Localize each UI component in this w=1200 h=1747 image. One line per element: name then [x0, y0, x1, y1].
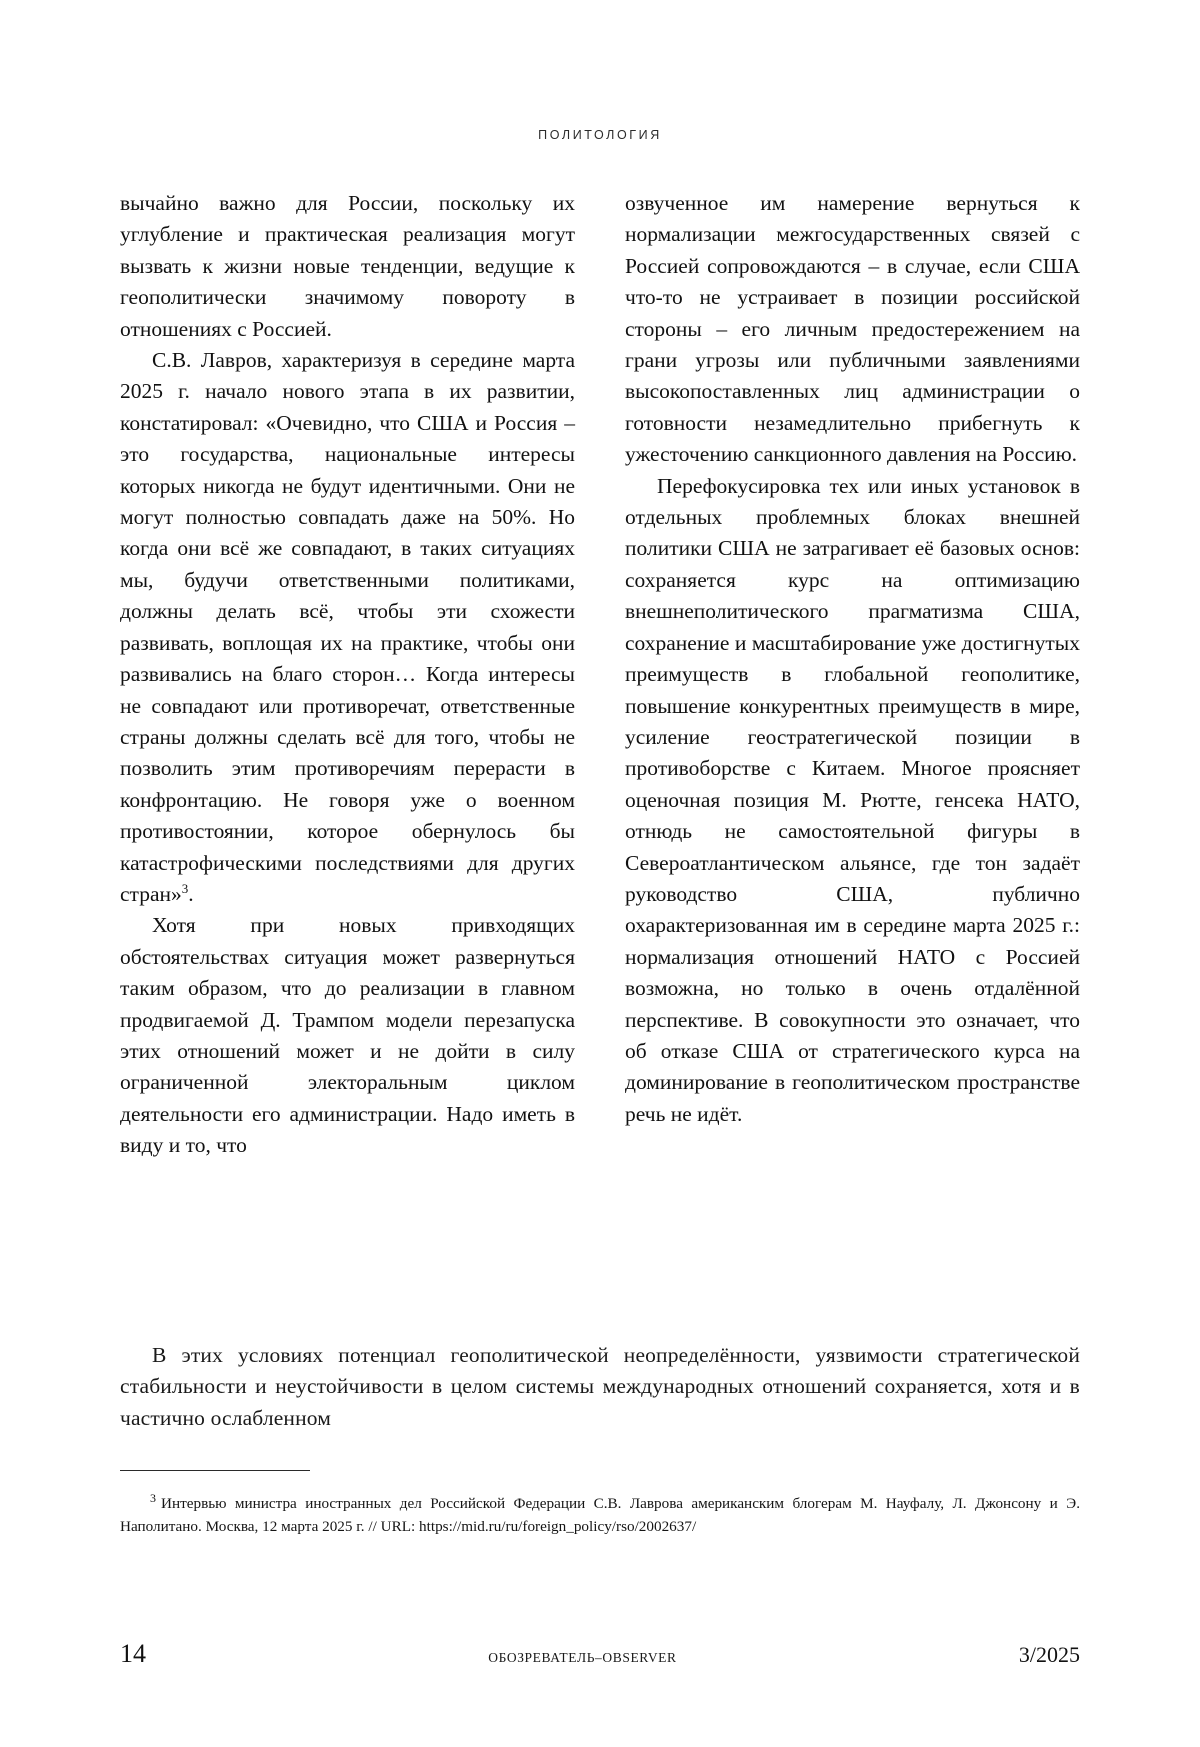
paragraph-refocusing: Перефокусировка тех или иных установок в отдельных проблемных блоках внешней политики США не затрагивает её базовых основ: сохраняется курс на оптимизацию внешнеполитического прагматизма США, сохранение и масштабирование уже достигнутых преимуществ в глобальной геополитике, повышение конкурентных преимуществ в мире, усиление геостратегической позиции в противоборстве с Китаем. Многое проясняет оценочная позиция М. Рютте, генсека НАТО, отнюдь не самостоятельной фигуры в Североатлантическом альянсе, где тон задаёт руководство США, публично охарактеризованная им в середине марта 2025 г.: нормализация отношений НАТО с Россией возможна, но только в очень отдалённой перспективе. В совокупности это означает, что об отказе США от стратегического курса на доминирование в геополитическом пространстве речь не идёт.: [625, 473, 1080, 1126]
paragraph-tail: .: [188, 881, 194, 906]
full-width-paragraph-block: [120, 1340, 1080, 1434]
paragraph-lavrov-quote: [120, 345, 575, 910]
issue-number: 3/2025: [1018, 1642, 1080, 1667]
page-number: 14: [120, 1639, 146, 1668]
paragraph-text: С.В. Лавров, характеризуя в середине марта 2025 г. начало нового этапа в их развитии, констатировал: «Очевидно, что США и Россия – это государства, национальные интересы которых никогда не будут идентичными. Они не могут полностью совпадать даже на 50%. Но когда они всё же совпадают, в таких ситуациях мы, будучи ответственными политиками, должны делать всё, чтобы эти схожести развивать, воплощая их на практике, чтобы они развивались на благо сторон… Когда интересы не совпадают или противоречат, ответственные страны должны сделать всё для того, чтобы не позволить этим противоречиям перерасти в конфронтацию. Не говоря уже о военном противостоянии, которое обернулось бы катастрофическими последствиями для других стран»: [120, 348, 575, 906]
paragraph-normalization: озвученное им намерение вернуться к нормализации межгосударственных связей с Россией сопровождаются – в случае, если США что-то не устраивает в позиции российской стороны – его личным предостережением на грани угрозы или публичными заявлениями высокопоставленных лиц администрации о готовности незамедлительно прибегнуть к ужесточению санкционного давления на Россию.: [625, 191, 1080, 467]
paragraph-continuation: вычайно важно для России, поскольку их углубление и практическая реализация могут вызвать к жизни новые тенденции, ведущие к геополитически значимому повороту в отношениях с Россией.: [120, 191, 575, 341]
footnote-reference[interactable]: 3: [181, 880, 189, 896]
two-column-text-body: [120, 188, 1080, 1162]
footnote-entry: [120, 1487, 1080, 1538]
footnote-area: [120, 1470, 1080, 1538]
journal-name: ОБОЗРЕВАТЕЛЬ–OBSERVER: [488, 1650, 677, 1665]
right-column: [625, 188, 1080, 1162]
footnote-number: 3: [150, 1491, 156, 1505]
paragraph-trump-model: Хотя при новых привходящих обстоятельствах ситуация может развернуться таким образом, что до реализации в главном продвигаемой Д. Трампом модели перезапуска этих отношений может и не дойти в силу ограниченной электоральным циклом деятельности его администрации. Надо иметь в виду и то, что: [120, 913, 575, 1158]
page-footer: [120, 1639, 1080, 1669]
footnote-separator-rule: [120, 1470, 310, 1471]
footnote-text: Интервью министра иностранных дел Российской Федерации С.В. Лаврова американским блогерам М. Науфалу, Л. Джонсону и Э. Наполитано. Москва, 12 марта 2025 г. // URL: https://mid.ru/ru/foreign_policy/rso/2002637/: [120, 1495, 1080, 1536]
paragraph-conditions: В этих условиях потенциал геополитической неопределённости, уязвимости стратегической стабильности и неустойчивости в целом системы международных отношений сохраняется, хотя и в частично ослабленном: [120, 1343, 1080, 1430]
running-head: ПОЛИТОЛОГИЯ: [538, 128, 662, 142]
left-column: [120, 188, 575, 1162]
